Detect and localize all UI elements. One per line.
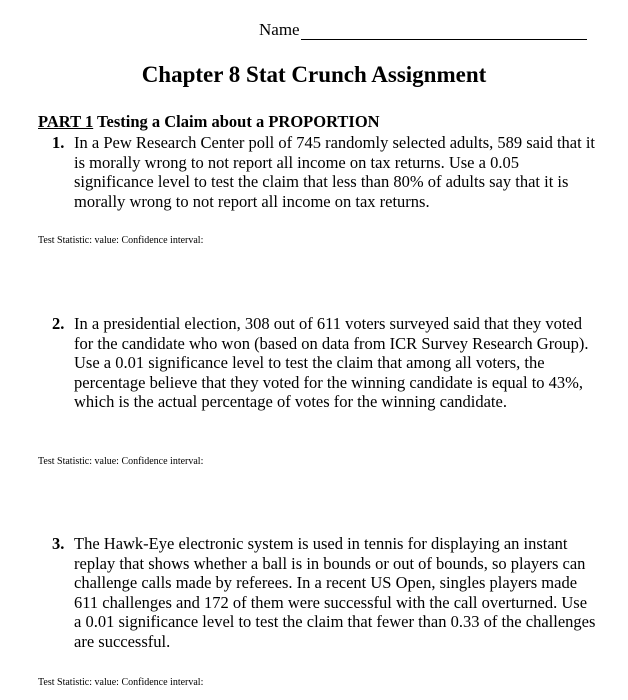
name-underline <box>301 23 587 40</box>
question-2 <box>52 314 597 412</box>
question-number: 1. <box>52 133 65 152</box>
part-title: Testing a Claim about a PROPORTION <box>93 112 380 131</box>
page-title: Chapter 8 Stat Crunch Assignment <box>141 62 487 87</box>
question-number: 3. <box>52 534 65 553</box>
part-number: PART 1 <box>38 112 94 131</box>
answer-prompt-3: Test Statistic: value: Confidence interval: <box>38 677 204 688</box>
part-heading <box>38 112 380 132</box>
question-text: The Hawk-Eye electronic system is used in tennis for displaying an instant replay that shows whether a ball is in bounds or out of bounds, so players can challenge calls made by referees. In a recent US Open, singles players made 611 challenges and 172 of them were successful with the call overturned. Use a 0.01 significance level to test the claim that fewer than 0.33 of the challenges are successful. <box>74 534 596 651</box>
answer-prompt-1: Test Statistic: value: Confidence interval: <box>38 235 204 246</box>
question-text: In a presidential election, 308 out of 611 voters surveyed said that they voted for the candidate who won (based on data from ICR Survey Research Group). Use a 0.01 significance level to test the claim that among all voters, the percentage believe that they voted for the winning candidate is equal to 43%, which is the actual percentage of votes for the winning candidate. <box>74 314 589 411</box>
answer-prompt-2: Test Statistic: value: Confidence interval: <box>38 456 204 467</box>
name-label: Name <box>259 20 300 39</box>
question-number: 2. <box>52 314 65 333</box>
question-3 <box>52 534 597 651</box>
name-field <box>259 20 587 40</box>
question-1 <box>52 133 597 211</box>
question-text: In a Pew Research Center poll of 745 randomly selected adults, 589 said that it is morally wrong to not report all income on tax returns. Use a 0.05 significance level to test the claim that less than 80% of adults say that it is morally wrong to not report all income on tax returns. <box>74 133 595 211</box>
